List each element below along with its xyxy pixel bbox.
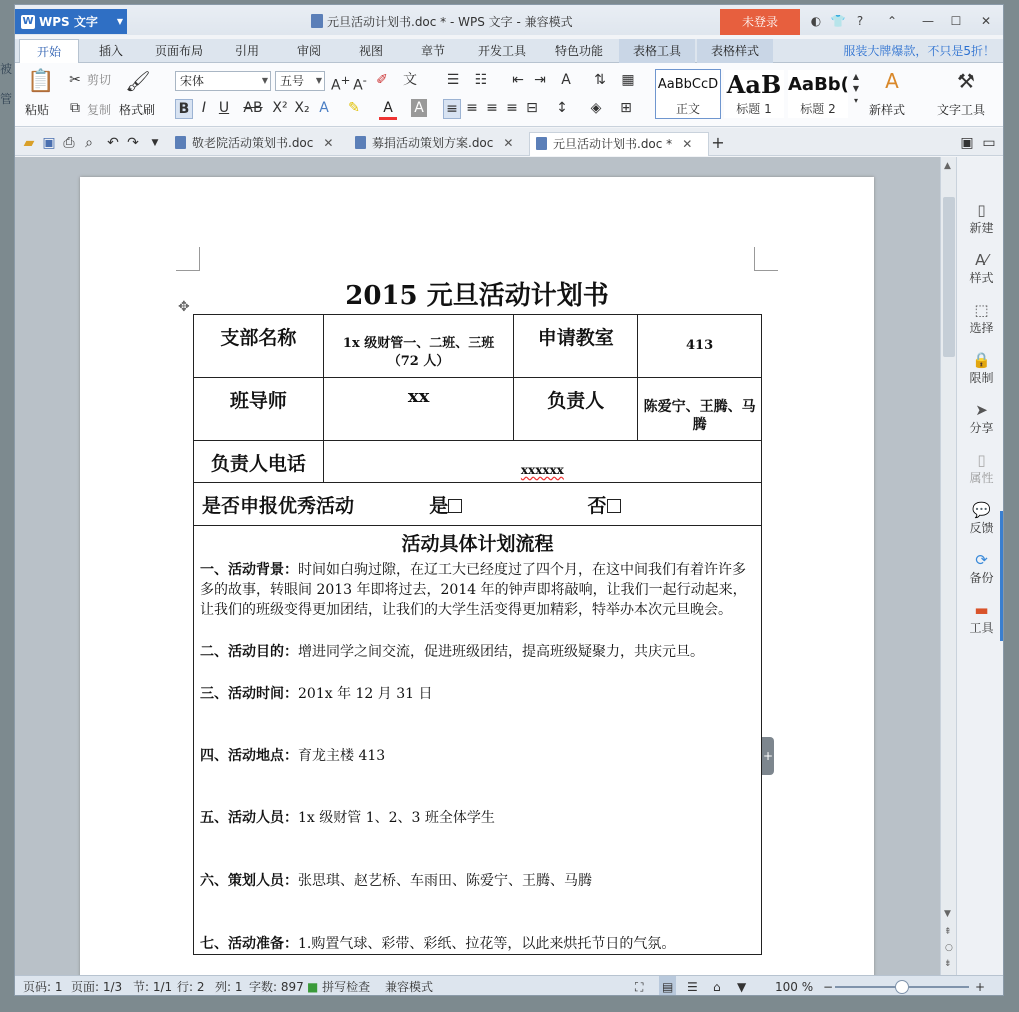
- close-tab-icon[interactable]: ✕: [323, 136, 334, 150]
- style-icon: A⁄: [975, 251, 988, 269]
- subscript-icon[interactable]: X₂: [294, 100, 310, 116]
- browse-object-icon[interactable]: ○: [945, 943, 953, 953]
- format-painter-icon[interactable]: 🖌: [125, 69, 151, 93]
- copy-button[interactable]: 复制: [87, 103, 112, 117]
- check-icon: ■: [307, 980, 319, 994]
- tab-developer[interactable]: 开发工具: [477, 44, 526, 58]
- minimize-icon[interactable]: —: [922, 14, 934, 28]
- collapse-ribbon-icon[interactable]: ⌃: [886, 14, 898, 28]
- font-size-select[interactable]: 五号 ▼: [275, 71, 325, 91]
- style-normal[interactable]: AaBbCcD 正文: [655, 69, 721, 119]
- tab-table-tools[interactable]: 表格工具: [619, 39, 695, 63]
- new-doc-icon: ▯: [977, 201, 986, 219]
- tab-features[interactable]: 特色功能: [554, 44, 603, 58]
- excellent-label: 是否申报优秀活动: [202, 495, 355, 517]
- section-time: 三、活动时间：201x 年 12 月 31 日: [200, 686, 433, 702]
- doc-tab-2[interactable]: 募捐活动策划方案.doc ✕: [351, 132, 525, 156]
- document-icon: [355, 136, 366, 149]
- app-menu-button[interactable]: [15, 9, 127, 34]
- reading-view-icon[interactable]: ▼: [737, 980, 747, 994]
- select-icon: ⬚: [974, 301, 989, 319]
- tab-references[interactable]: 引用: [234, 44, 259, 58]
- lock-icon: 🔒: [972, 351, 991, 369]
- phone-cell: [323, 441, 761, 483]
- no-label: 否: [587, 495, 607, 517]
- shirt-icon[interactable]: 👕: [830, 14, 846, 28]
- feedback-icon: 💬: [972, 501, 991, 519]
- styles-scroll-icon[interactable]: ▲ ▼ ▾: [852, 72, 860, 105]
- scissors-icon[interactable]: ✂: [69, 72, 81, 88]
- tab-list-icon[interactable]: ▣: [960, 135, 974, 151]
- style-heading-2[interactable]: AaBb( 标题 2: [787, 69, 849, 119]
- bold-icon[interactable]: B: [175, 99, 193, 119]
- show-marks-icon[interactable]: ▦: [621, 72, 635, 88]
- document-title: 2015 元旦活动计划书: [345, 281, 609, 311]
- redo-icon[interactable]: ↷: [127, 135, 139, 151]
- status-compat: 兼容模式: [385, 980, 434, 994]
- teacher-value: xx: [323, 378, 514, 441]
- document-area[interactable]: [15, 157, 940, 975]
- line-spacing-icon[interactable]: ↕: [556, 100, 568, 116]
- login-button[interactable]: 未登录: [720, 9, 800, 35]
- doc-tab-1[interactable]: 敬老院活动策划书.doc ✕: [171, 132, 345, 156]
- room-label: 申请教室: [514, 315, 638, 378]
- document-icon: [311, 14, 323, 28]
- table-move-handle-icon[interactable]: ✥: [178, 299, 190, 315]
- text-tools-icon[interactable]: ⚒: [957, 69, 975, 93]
- borders-icon[interactable]: ⊞: [620, 100, 632, 116]
- status-row: 行: 2: [177, 980, 205, 994]
- new-style-icon[interactable]: A: [885, 69, 899, 93]
- decrease-indent-icon[interactable]: ⇤: [512, 72, 524, 88]
- close-icon[interactable]: ✕: [980, 14, 992, 28]
- share-icon: ➤: [975, 401, 988, 419]
- status-bar: [15, 975, 1004, 996]
- zoom-level[interactable]: 100 %: [775, 980, 814, 994]
- styles-button[interactable]: A⁄ 样式: [957, 251, 1004, 286]
- select-button[interactable]: ⬚ 选择: [957, 301, 1004, 336]
- share-button[interactable]: ➤ 分享: [957, 401, 1004, 436]
- phone-label: 负责人电话: [194, 441, 324, 483]
- pane-edge-tab[interactable]: [1000, 511, 1004, 641]
- zoom-in-icon[interactable]: +: [975, 980, 986, 994]
- paste-button[interactable]: 粘贴: [25, 103, 50, 117]
- branch-value: 1x 级财管一、二班、三班（72 人）: [323, 315, 514, 378]
- web-view-icon[interactable]: ⌂: [713, 980, 721, 994]
- leader-label: 负责人: [514, 378, 638, 441]
- print-preview-icon[interactable]: ⌕: [85, 135, 93, 151]
- toolbox-icon: ▬: [974, 601, 989, 619]
- document-icon: [175, 136, 186, 149]
- document-page[interactable]: [80, 177, 874, 975]
- status-section: 节: 1/1: [133, 980, 173, 994]
- ribbon-tab-bar: [15, 39, 1004, 63]
- zoom-slider-knob[interactable]: [895, 980, 909, 994]
- italic-icon[interactable]: I: [201, 100, 207, 116]
- chevron-down-icon: ▼: [116, 17, 123, 26]
- document-tab-bar: [15, 128, 1004, 156]
- justify-icon[interactable]: ≡: [506, 100, 518, 116]
- tab-review[interactable]: 审阅: [296, 44, 321, 58]
- teacher-label: 班导师: [194, 378, 324, 441]
- section-preparation: 七、活动准备：1.购置气球、彩带、彩纸、拉花等，以此来烘托节日的气氛。: [200, 936, 676, 952]
- spell-check-toggle[interactable]: ■ 拼写检查: [307, 980, 371, 994]
- char-shading-icon[interactable]: A: [411, 99, 427, 117]
- no-checkbox[interactable]: [607, 499, 621, 513]
- feedback-button[interactable]: 💬 反馈: [957, 501, 1004, 536]
- chevron-down-icon: ▼: [315, 76, 322, 85]
- properties-button[interactable]: ▯ 属性: [957, 451, 1004, 486]
- scroll-down-icon[interactable]: ▼: [944, 909, 951, 919]
- app-name: WPS 文字: [39, 15, 98, 29]
- tab-home[interactable]: 开始: [19, 39, 79, 64]
- open-folder-icon[interactable]: ▰: [23, 135, 35, 151]
- new-tab-icon[interactable]: +: [711, 133, 725, 152]
- strikethrough-icon[interactable]: AB: [243, 100, 263, 116]
- split-view-icon[interactable]: ▲: [944, 161, 951, 171]
- superscript-icon[interactable]: X²: [272, 100, 288, 116]
- task-pane: [956, 157, 1004, 975]
- prev-page-icon[interactable]: ⇞: [944, 927, 952, 937]
- cut-button[interactable]: 剪切: [87, 73, 112, 87]
- background-window-text: 被: [0, 62, 13, 76]
- sort-icon[interactable]: ⇅: [594, 72, 606, 88]
- scrollbar-thumb[interactable]: [943, 197, 955, 357]
- fullscreen-icon[interactable]: ⛶: [635, 980, 644, 994]
- font-name-select[interactable]: 宋体 ▼: [175, 71, 271, 91]
- shading-icon[interactable]: ◈: [590, 100, 602, 116]
- align-left-icon[interactable]: ≡: [443, 99, 461, 119]
- status-page: 页面: 1/3: [71, 980, 123, 994]
- backup-icon: ⟳: [975, 551, 988, 569]
- close-tab-icon[interactable]: ✕: [503, 136, 514, 150]
- new-button[interactable]: ▯ 新建: [957, 201, 1004, 236]
- underline-icon[interactable]: U: [218, 100, 230, 116]
- section-planners: 六、策划人员：张思琪、赵艺桥、车雨田、陈爱宁、王腾、马腾: [200, 873, 592, 889]
- yes-checkbox[interactable]: [448, 499, 462, 513]
- numbering-icon[interactable]: ☷: [474, 72, 488, 88]
- plan-table[interactable]: [193, 314, 762, 955]
- tab-table-styles[interactable]: 表格样式: [697, 39, 773, 63]
- text-tools-button[interactable]: 文字工具: [937, 103, 986, 117]
- undo-icon[interactable]: ↶: [107, 135, 119, 151]
- restrict-button[interactable]: 🔒 限制: [957, 351, 1004, 386]
- section-participants: 五、活动人员：1x 级财管 1、2、3 班全体学生: [200, 810, 495, 826]
- margin-corner-mark: [176, 247, 200, 271]
- wps-window: [14, 4, 1004, 996]
- tab-view[interactable]: 视图: [358, 44, 383, 58]
- plan-cell[interactable]: [194, 526, 762, 955]
- text-effect-icon[interactable]: A: [319, 100, 329, 116]
- align-right-icon[interactable]: ≡: [486, 100, 498, 116]
- quick-access-dropdown-icon[interactable]: ▼: [151, 138, 159, 148]
- section-background: 一、活动背景：时间如白驹过隙，在辽工大已经度过了四个月，在这中间我们有着许许多多的故事，转眼间 2013 年即将过去，2014 年的钟声即将敲响，让我们一起行动起来，让我们的班级变得更加团结，让我们的大学生活变得更加精彩，特举办本次元旦晚会。: [200, 562, 747, 618]
- next-page-icon[interactable]: ⇟: [944, 959, 952, 969]
- title-bar: [15, 5, 1004, 35]
- promo-link[interactable]: 服装大牌爆款，不只是5折！: [843, 44, 995, 58]
- shrink-font-icon[interactable]: A-: [353, 73, 367, 94]
- doc-tab-3[interactable]: 元旦活动计划书.doc * ✕: [529, 132, 709, 156]
- excellent-row: [194, 483, 762, 526]
- bullets-icon[interactable]: ☰: [446, 72, 460, 88]
- document-icon: [536, 137, 547, 150]
- new-style-button[interactable]: 新样式: [869, 103, 906, 117]
- align-center-icon[interactable]: ≡: [466, 100, 478, 116]
- page-view-icon[interactable]: ▤: [659, 976, 676, 996]
- add-row-handle[interactable]: +: [762, 737, 774, 775]
- copy-icon[interactable]: ⧉: [70, 100, 80, 116]
- outline-view-icon[interactable]: ☰: [687, 980, 698, 994]
- properties-icon: ▯: [977, 451, 986, 469]
- room-value: 413: [638, 315, 762, 378]
- section-purpose: 二、活动目的：增进同学之间交流，促进班级团结，提高班级疑聚力，共庆元旦。: [200, 644, 704, 660]
- paste-icon[interactable]: 📋: [27, 69, 55, 94]
- clear-format-icon[interactable]: ✐: [376, 72, 388, 88]
- font-color-icon[interactable]: A: [379, 99, 397, 120]
- status-words: 字数: 897: [249, 980, 304, 994]
- yes-label: 是: [429, 495, 449, 517]
- help-icon[interactable]: ?: [856, 14, 864, 28]
- close-tab-icon[interactable]: ✕: [682, 137, 693, 151]
- backup-button[interactable]: ⟳ 备份: [957, 551, 1004, 586]
- increase-indent-icon[interactable]: ⇥: [534, 72, 546, 88]
- skin-icon[interactable]: ◐: [810, 14, 822, 28]
- ribbon-home: [15, 63, 1004, 127]
- format-painter-button[interactable]: 格式刷: [119, 103, 156, 117]
- vertical-scrollbar[interactable]: [940, 157, 956, 975]
- margin-corner-mark: [754, 247, 778, 271]
- highlight-icon[interactable]: ✎: [348, 100, 360, 116]
- print-icon[interactable]: ⎙: [63, 135, 75, 151]
- phone-value: xxxxxx: [520, 463, 564, 477]
- background-window-text: 管: [0, 92, 13, 106]
- grow-font-icon[interactable]: A+: [331, 73, 351, 94]
- style-heading-1[interactable]: AaB 标题 1: [723, 69, 785, 119]
- status-col: 列: 1: [215, 980, 243, 994]
- tab-page-layout[interactable]: 页面布局: [154, 44, 203, 58]
- chevron-down-icon: ▼: [261, 76, 268, 85]
- maximize-icon[interactable]: ☐: [950, 14, 962, 28]
- save-icon[interactable]: ▣: [42, 135, 56, 151]
- section-location: 四、活动地点：育龙主楼 413: [200, 748, 386, 764]
- tab-settings-icon[interactable]: ▭: [982, 135, 996, 151]
- pinyin-icon[interactable]: 文: [403, 72, 417, 88]
- branch-label: 支部名称: [194, 315, 324, 378]
- tab-sections[interactable]: 章节: [420, 44, 445, 58]
- change-case-icon[interactable]: A: [561, 72, 571, 88]
- tools-button[interactable]: ▬ 工具: [957, 601, 1004, 636]
- tab-insert[interactable]: 插入: [98, 44, 123, 58]
- status-page-code: 页码: 1: [23, 980, 63, 994]
- window-title: 元旦活动计划书.doc * - WPS 文字 - 兼容模式: [311, 13, 573, 30]
- leader-value: 陈爱宁、王腾、马腾: [638, 378, 762, 441]
- wps-logo-icon: W: [22, 15, 34, 27]
- distribute-icon[interactable]: ⊟: [526, 100, 538, 116]
- zoom-out-icon[interactable]: −: [823, 980, 834, 994]
- plan-heading: 活动具体计划流程: [401, 533, 554, 555]
